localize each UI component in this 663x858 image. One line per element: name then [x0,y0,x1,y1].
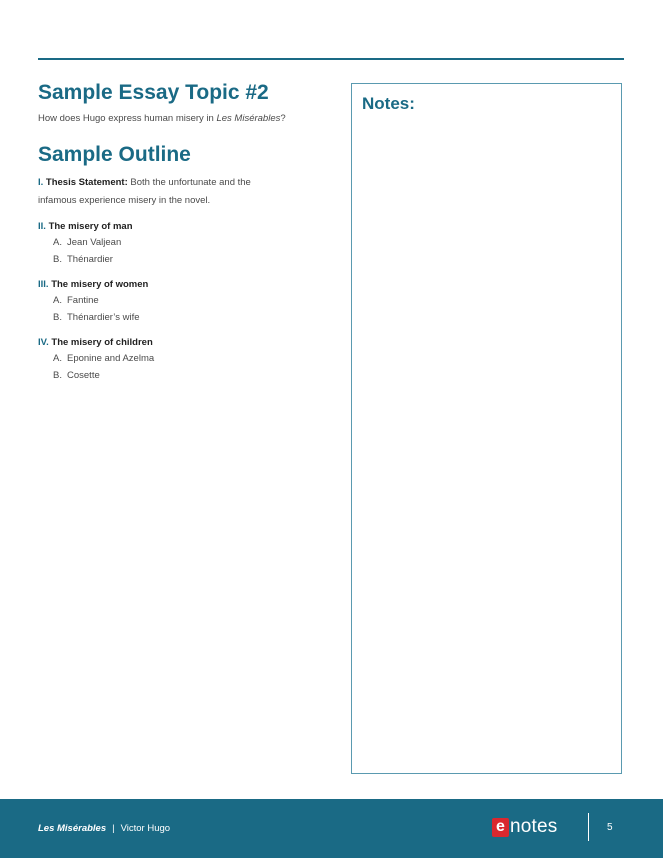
footer-divider [588,813,589,841]
section-title: The misery of man [48,221,133,232]
thesis-label: Thesis Statement: [45,177,128,188]
section-numeral: III. [38,279,49,290]
question-end: ? [280,113,286,124]
section-numeral: IV. [38,337,49,348]
list-item: B. Thénardier’s wife [53,312,140,323]
logo-e-icon: e [492,818,509,837]
logo-text: notes [510,816,558,837]
outline-section-man [38,220,328,268]
section-title: The misery of women [51,279,149,290]
thesis-text-2: infamous experience misery in the novel. [38,195,211,206]
thesis-statement [38,174,328,210]
list-item: A. Fantine [53,295,99,306]
notes-box [351,83,622,774]
top-rule [38,58,624,60]
thesis-text-1: Both the unfortunate and the [130,177,251,188]
essay-topic-heading: Sample Essay Topic #2 [38,81,269,104]
outline-section-children [38,336,328,384]
footer-separator: | [112,823,115,834]
footer-author: Victor Hugo [120,823,171,834]
footer-book-title: Les Misérables [38,823,107,834]
notes-title: Notes: [362,94,415,113]
section-title: The misery of children [51,337,153,348]
list-item: A. Jean Valjean [53,237,122,248]
essay-question [38,112,328,126]
question-book-title: Les Misérables [216,113,281,124]
question-text: How does Hugo express human misery in [38,113,217,124]
section-numeral: II. [38,221,46,232]
list-item: A. Eponine and Azelma [53,353,155,364]
content-column [38,80,328,384]
page-number: 5 [607,822,613,833]
list-item: B. Cosette [53,370,100,381]
outline-section-women [38,278,328,326]
footer-book-info [38,823,170,834]
thesis-numeral: I. [38,177,44,188]
outline-heading: Sample Outline [38,143,191,166]
enotes-logo[interactable] [492,816,557,838]
footer-bar [0,799,663,858]
list-item: B. Thénardier [53,254,113,265]
